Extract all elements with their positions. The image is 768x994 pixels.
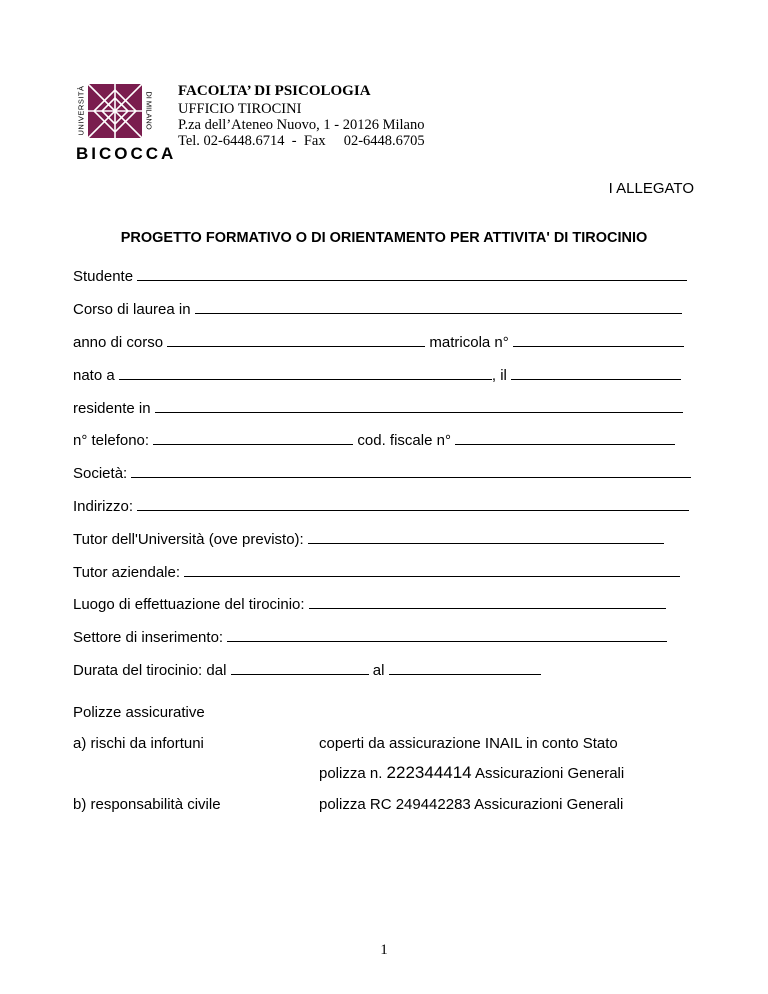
field-societa (73, 465, 691, 483)
logo-text-bottom: BICOCCA (76, 144, 177, 163)
field-settore (73, 629, 667, 647)
field-label: Tutor aziendale: (73, 564, 181, 581)
field-nato (73, 367, 681, 385)
field-label: al (372, 662, 385, 679)
field-label: residente in (73, 400, 151, 417)
logo-text-right: DI MILANO (144, 91, 154, 130)
blank-line[interactable] (119, 367, 492, 380)
university-logo (76, 82, 177, 170)
policy-number: 222344414 (386, 763, 472, 782)
field-label: , il (491, 367, 507, 384)
field-anno (73, 334, 684, 352)
blank-line[interactable] (308, 531, 664, 544)
blank-line[interactable] (195, 301, 682, 314)
logo-text-left: UNIVERSITÀ (76, 85, 86, 136)
blank-line[interactable] (389, 662, 541, 675)
field-label: cod. fiscale n° (357, 432, 451, 449)
blank-line[interactable] (167, 334, 425, 347)
field-residente (73, 400, 683, 418)
field-telefono (73, 432, 675, 450)
field-luogo (73, 596, 666, 614)
field-label: Indirizzo: (73, 498, 134, 515)
allegato-label: I ALLEGATO (608, 180, 694, 197)
field-label: Società: (73, 465, 128, 482)
blank-line[interactable] (137, 498, 689, 511)
field-durata (73, 662, 541, 680)
field-label: n° telefono: (73, 432, 150, 449)
insurance-b-label: b) responsabilità civile (73, 796, 221, 813)
field-corso (73, 301, 682, 319)
insurance-heading: Polizze assicurative (73, 704, 205, 721)
office-phone: Tel. 02-6448.6714 - Fax 02-6448.6705 (178, 133, 425, 149)
policy-prefix: polizza n. (319, 765, 383, 782)
page-number: 1 (380, 942, 388, 958)
policy-insurer: Assicurazioni Generali (474, 765, 625, 782)
office-address: P.za dell’Ateneo Nuovo, 1 - 20126 Milano (178, 117, 425, 133)
field-label: Studente (73, 268, 134, 285)
blank-line[interactable] (227, 629, 667, 642)
blank-line[interactable] (455, 432, 675, 445)
field-label: Durata del tirocinio: dal (73, 662, 227, 679)
office-name: UFFICIO TIROCINI (178, 101, 302, 117)
blank-line[interactable] (231, 662, 369, 675)
field-label: nato a (73, 367, 115, 384)
faculty-name: FACOLTA’ DI PSICOLOGIA (178, 83, 371, 99)
field-label: Settore di inserimento: (73, 629, 224, 646)
blank-line[interactable] (513, 334, 684, 347)
blank-line[interactable] (309, 596, 666, 609)
blank-line[interactable] (131, 465, 691, 478)
field-label: Tutor dell'Università (ove previsto): (73, 531, 304, 548)
field-tutor-universita (73, 531, 664, 549)
field-label: Luogo di effettuazione del tirocinio: (73, 596, 305, 613)
blank-line[interactable] (184, 564, 680, 577)
field-studente (73, 268, 687, 286)
insurance-b-line: polizza RC 249442283 Assicurazioni Generali (319, 796, 624, 813)
document-title: PROGETTO FORMATIVO O DI ORIENTAMENTO PER ATTIVITA' DI TIROCINIO (120, 230, 648, 246)
blank-line[interactable] (137, 268, 687, 281)
blank-line[interactable] (511, 367, 681, 380)
field-label: Corso di laurea in (73, 301, 191, 318)
insurance-a-label: a) rischi da infortuni (73, 735, 204, 752)
insurance-a-line2 (319, 764, 624, 783)
blank-line[interactable] (155, 400, 683, 413)
insurance-a-line1: coperti da assicurazione INAIL in conto Stato (319, 735, 618, 752)
field-label: matricola n° (429, 334, 509, 351)
field-indirizzo (73, 498, 689, 516)
blank-line[interactable] (153, 432, 353, 445)
field-label: anno di corso (73, 334, 164, 351)
field-tutor-aziendale (73, 564, 680, 582)
